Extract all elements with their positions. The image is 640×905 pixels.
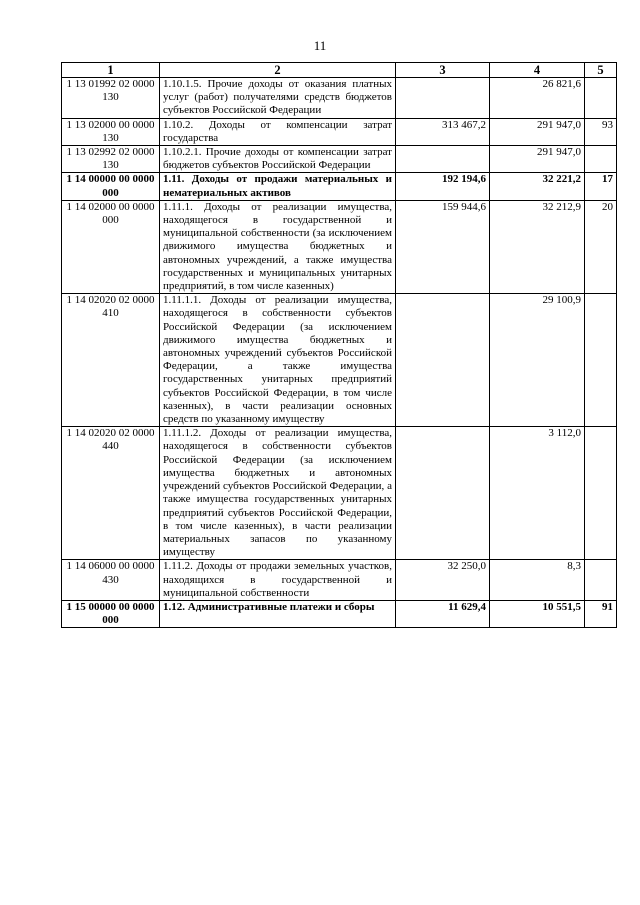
header-col-4: 4 (490, 63, 585, 78)
revenue-description: 1.11.1.1. Доходы от реализации имущества, находящегося в собственности субъектов Российской Федерации (за исключением движимого имущества бюджетных и автономных учреждений субъектов Российской Федерации, а также имущества государственных унитарных предприятий субъектов Российской Федерации, в том числе казенных), в части реализации основных средств по указанному имуществу (160, 294, 396, 427)
value-col-4: 291 947,0 (490, 118, 585, 145)
value-col-5 (585, 427, 617, 560)
value-col-4: 32 221,2 (490, 173, 585, 200)
value-col-4: 10 551,5 (490, 600, 585, 627)
value-col-3 (396, 78, 490, 119)
value-col-3 (396, 146, 490, 173)
revenue-code: 1 14 02000 00 0000 000 (62, 200, 160, 293)
value-col-3: 313 467,2 (396, 118, 490, 145)
value-col-5 (585, 78, 617, 119)
budget-revenue-table (61, 62, 617, 628)
revenue-description: 1.11.1. Доходы от реализации имущества, находящегося в государственной и муниципальной собственности (за исключением движимого имущества бюджетных и автономных учреждений, а также имущества государственных и муниципальных унитарных предприятий, в том числе казенных) (160, 200, 396, 293)
revenue-description: 1.12. Административные платежи и сборы (160, 600, 396, 627)
revenue-code: 1 15 00000 00 0000 000 (62, 600, 160, 627)
table-header-row (62, 63, 617, 78)
value-col-4: 32 212,9 (490, 200, 585, 293)
table-row (62, 600, 617, 627)
revenue-code: 1 13 01992 02 0000 130 (62, 78, 160, 119)
value-col-3 (396, 427, 490, 560)
table-row (62, 118, 617, 145)
value-col-5 (585, 146, 617, 173)
value-col-4: 3 112,0 (490, 427, 585, 560)
revenue-description: 1.10.2.1. Прочие доходы от компенсации затрат бюджетов субъектов Российской Федерации (160, 146, 396, 173)
table-row (62, 294, 617, 427)
value-col-5: 17 (585, 173, 617, 200)
table-row (62, 427, 617, 560)
header-col-5: 5 (585, 63, 617, 78)
header-col-3: 3 (396, 63, 490, 78)
revenue-description: 1.11. Доходы от продажи материальных и нематериальных активов (160, 173, 396, 200)
value-col-3 (396, 294, 490, 427)
revenue-code: 1 14 02020 02 0000 410 (62, 294, 160, 427)
value-col-3: 11 629,4 (396, 600, 490, 627)
revenue-description: 1.10.2. Доходы от компенсации затрат государства (160, 118, 396, 145)
value-col-5: 91 (585, 600, 617, 627)
value-col-5: 20 (585, 200, 617, 293)
value-col-5 (585, 560, 617, 601)
table-row (62, 200, 617, 293)
value-col-4: 29 100,9 (490, 294, 585, 427)
value-col-4: 291 947,0 (490, 146, 585, 173)
header-col-2: 2 (160, 63, 396, 78)
revenue-description: 1.10.1.5. Прочие доходы от оказания платных услуг (работ) получателями средств бюджетов субъектов Российской Федерации (160, 78, 396, 119)
value-col-3: 159 944,6 (396, 200, 490, 293)
table-row (62, 560, 617, 601)
value-col-4: 26 821,6 (490, 78, 585, 119)
page-number: 11 (313, 38, 327, 53)
revenue-code: 1 14 02020 02 0000 440 (62, 427, 160, 560)
table-row (62, 146, 617, 173)
revenue-code: 1 14 06000 00 0000 430 (62, 560, 160, 601)
value-col-5: 93 (585, 118, 617, 145)
revenue-code: 1 13 02992 02 0000 130 (62, 146, 160, 173)
header-col-1: 1 (62, 63, 160, 78)
value-col-5 (585, 294, 617, 427)
revenue-code: 1 14 00000 00 0000 000 (62, 173, 160, 200)
table-row (62, 78, 617, 119)
revenue-description: 1.11.1.2. Доходы от реализации имущества, находящегося в собственности субъектов Российской Федерации (за исключением имущества бюджетных и автономных учреждений субъектов Российской Федерации, а также имущества государственных унитарных предприятий субъектов Российской Федерации, в том числе казенных), в части реализации материальных запасов по указанному имуществу (160, 427, 396, 560)
revenue-code: 1 13 02000 00 0000 130 (62, 118, 160, 145)
value-col-4: 8,3 (490, 560, 585, 601)
value-col-3: 32 250,0 (396, 560, 490, 601)
table-row (62, 173, 617, 200)
revenue-description: 1.11.2. Доходы от продажи земельных участков, находящихся в государственной и муниципальной собственности (160, 560, 396, 601)
value-col-3: 192 194,6 (396, 173, 490, 200)
